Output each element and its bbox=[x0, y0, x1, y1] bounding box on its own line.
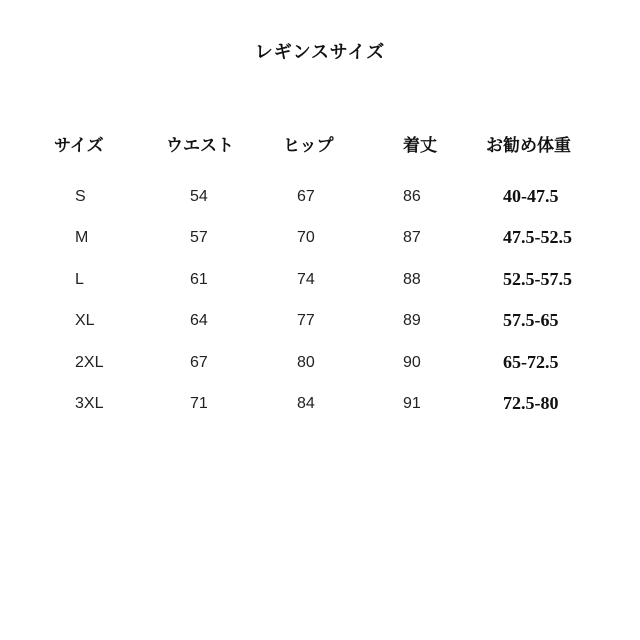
header-waist: ウエスト bbox=[166, 136, 234, 156]
cell-length: 89 bbox=[403, 312, 421, 330]
cell-hip: 67 bbox=[297, 188, 315, 205]
cell-weight: 47.5-52.5 bbox=[503, 227, 572, 248]
cell-hip: 74 bbox=[297, 270, 315, 288]
size-table bbox=[0, 188, 640, 436]
cell-hip: 70 bbox=[297, 229, 315, 247]
table-header bbox=[0, 131, 640, 155]
cell-size: 2XL bbox=[75, 353, 104, 371]
cell-length: 86 bbox=[403, 188, 421, 205]
cell-length: 87 bbox=[403, 229, 421, 247]
cell-waist: 54 bbox=[190, 188, 208, 205]
header-weight: お勧め体重 bbox=[486, 136, 571, 156]
cell-weight: 52.5-57.5 bbox=[503, 268, 572, 289]
cell-hip: 80 bbox=[297, 353, 315, 371]
table-row bbox=[0, 351, 640, 395]
table-row bbox=[0, 268, 640, 312]
table-row bbox=[0, 229, 640, 270]
cell-waist: 71 bbox=[190, 394, 208, 412]
cell-length: 88 bbox=[403, 270, 421, 288]
cell-waist: 67 bbox=[190, 353, 208, 371]
cell-size: L bbox=[75, 270, 84, 288]
table-row bbox=[0, 392, 640, 436]
cell-waist: 57 bbox=[190, 229, 208, 247]
table-row bbox=[0, 312, 640, 353]
header-length: 着丈 bbox=[403, 136, 437, 156]
cell-waist: 61 bbox=[190, 270, 208, 288]
cell-weight: 72.5-80 bbox=[503, 392, 559, 413]
cell-weight: 65-72.5 bbox=[503, 351, 559, 372]
cell-length: 90 bbox=[403, 353, 421, 371]
cell-weight: 40-47.5 bbox=[503, 186, 559, 206]
cell-length: 91 bbox=[403, 394, 421, 412]
table-row bbox=[0, 188, 640, 229]
cell-size: XL bbox=[75, 312, 95, 330]
cell-hip: 84 bbox=[297, 394, 315, 412]
cell-weight: 57.5-65 bbox=[503, 310, 559, 331]
header-size: サイズ bbox=[54, 136, 104, 156]
cell-size: 3XL bbox=[75, 394, 104, 412]
cell-hip: 77 bbox=[297, 312, 315, 330]
page-title: レギンスサイズ bbox=[254, 42, 386, 63]
header-hip: ヒップ bbox=[283, 136, 334, 156]
cell-size: S bbox=[75, 188, 86, 205]
cell-waist: 64 bbox=[190, 312, 208, 330]
cell-size: M bbox=[75, 229, 89, 247]
